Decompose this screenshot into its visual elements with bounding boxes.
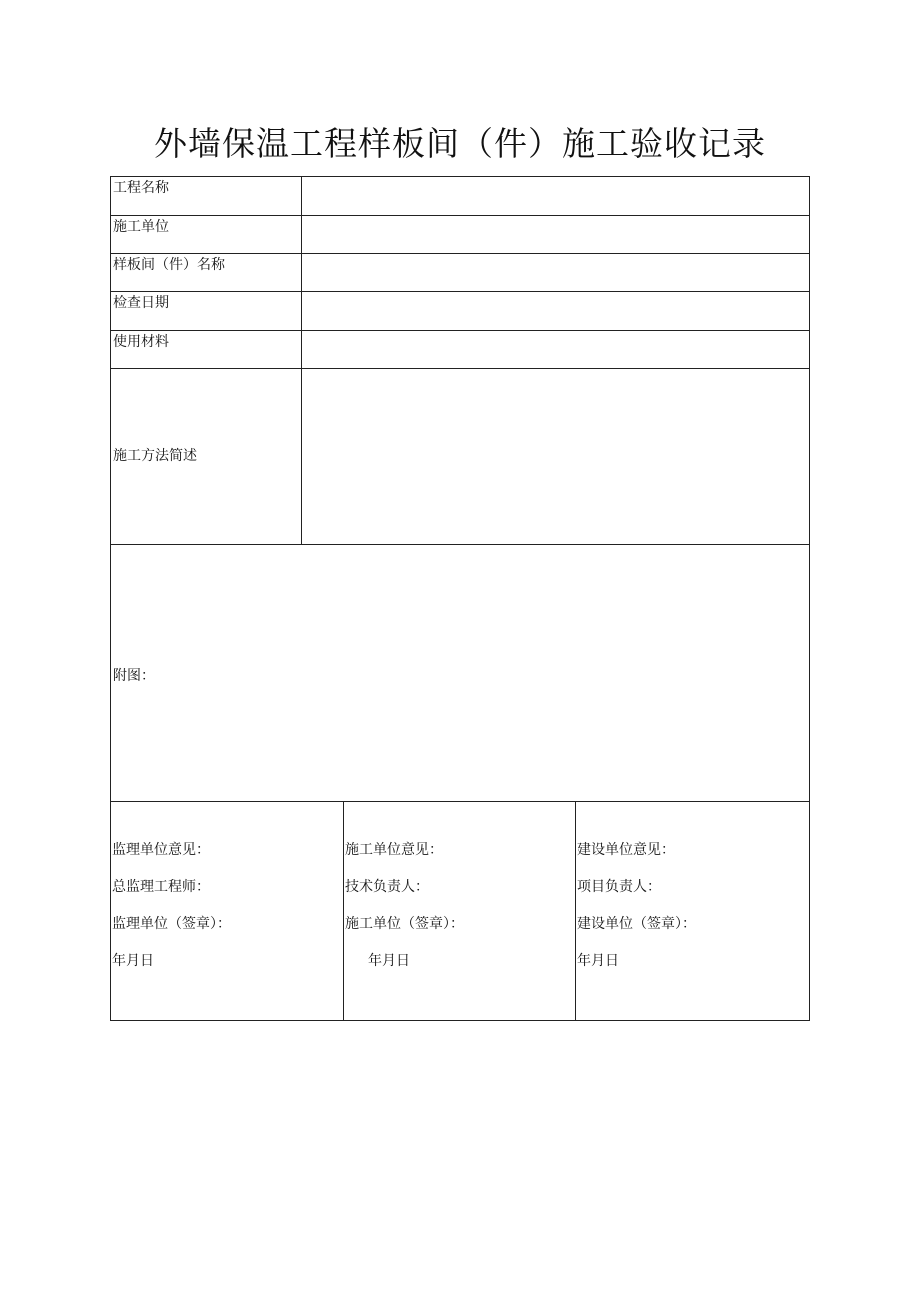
field-row-method bbox=[111, 369, 809, 545]
method-label: 施工方法简述 bbox=[111, 369, 302, 544]
field-label: 施工单位 bbox=[111, 216, 302, 253]
materials-field[interactable] bbox=[302, 331, 809, 368]
field-label: 工程名称 bbox=[111, 177, 302, 215]
field-row-inspection-date bbox=[111, 292, 809, 331]
field-label: 检查日期 bbox=[111, 292, 302, 330]
owner-date-label: 年月日 bbox=[577, 953, 619, 969]
field-label: 使用材料 bbox=[111, 331, 302, 368]
contractor-signature-cell[interactable] bbox=[344, 802, 576, 1020]
inspection-date-field[interactable] bbox=[302, 292, 809, 330]
project-lead-label: 项目负责人： bbox=[577, 879, 661, 895]
owner-signature-cell[interactable] bbox=[576, 802, 809, 1020]
method-description-field[interactable] bbox=[302, 369, 809, 544]
acceptance-form-table bbox=[110, 176, 810, 1021]
contractor-date-label: 年月日 bbox=[368, 953, 410, 969]
signature-section bbox=[111, 802, 809, 1020]
contractor-seal-label: 施工单位（签章）： bbox=[345, 916, 464, 932]
field-row-materials bbox=[111, 331, 809, 369]
attachment-section[interactable] bbox=[111, 545, 809, 802]
owner-seal-label: 建设单位（签章）： bbox=[577, 916, 696, 932]
supervisor-opinion-label: 监理单位意见： bbox=[112, 842, 210, 858]
supervisor-seal-label: 监理单位（签章）： bbox=[112, 916, 231, 932]
construction-unit-field[interactable] bbox=[302, 216, 809, 253]
supervisor-signature-cell[interactable] bbox=[111, 802, 344, 1020]
attachment-label: 附图： bbox=[113, 668, 155, 684]
sample-name-field[interactable] bbox=[302, 254, 809, 291]
contractor-opinion-label: 施工单位意见： bbox=[345, 842, 443, 858]
field-label: 样板间（件）名称 bbox=[111, 254, 302, 291]
field-row-construction-unit bbox=[111, 216, 809, 254]
owner-opinion-label: 建设单位意见： bbox=[577, 842, 675, 858]
project-name-field[interactable] bbox=[302, 177, 809, 215]
field-row-sample-name bbox=[111, 254, 809, 292]
page-title: 外墙保温工程样板间（件）施工验收记录 bbox=[154, 124, 766, 163]
supervisor-date-label: 年月日 bbox=[112, 953, 154, 969]
chief-engineer-label: 总监理工程师： bbox=[112, 879, 210, 895]
field-row-project-name bbox=[111, 177, 809, 216]
technical-lead-label: 技术负责人： bbox=[345, 879, 429, 895]
